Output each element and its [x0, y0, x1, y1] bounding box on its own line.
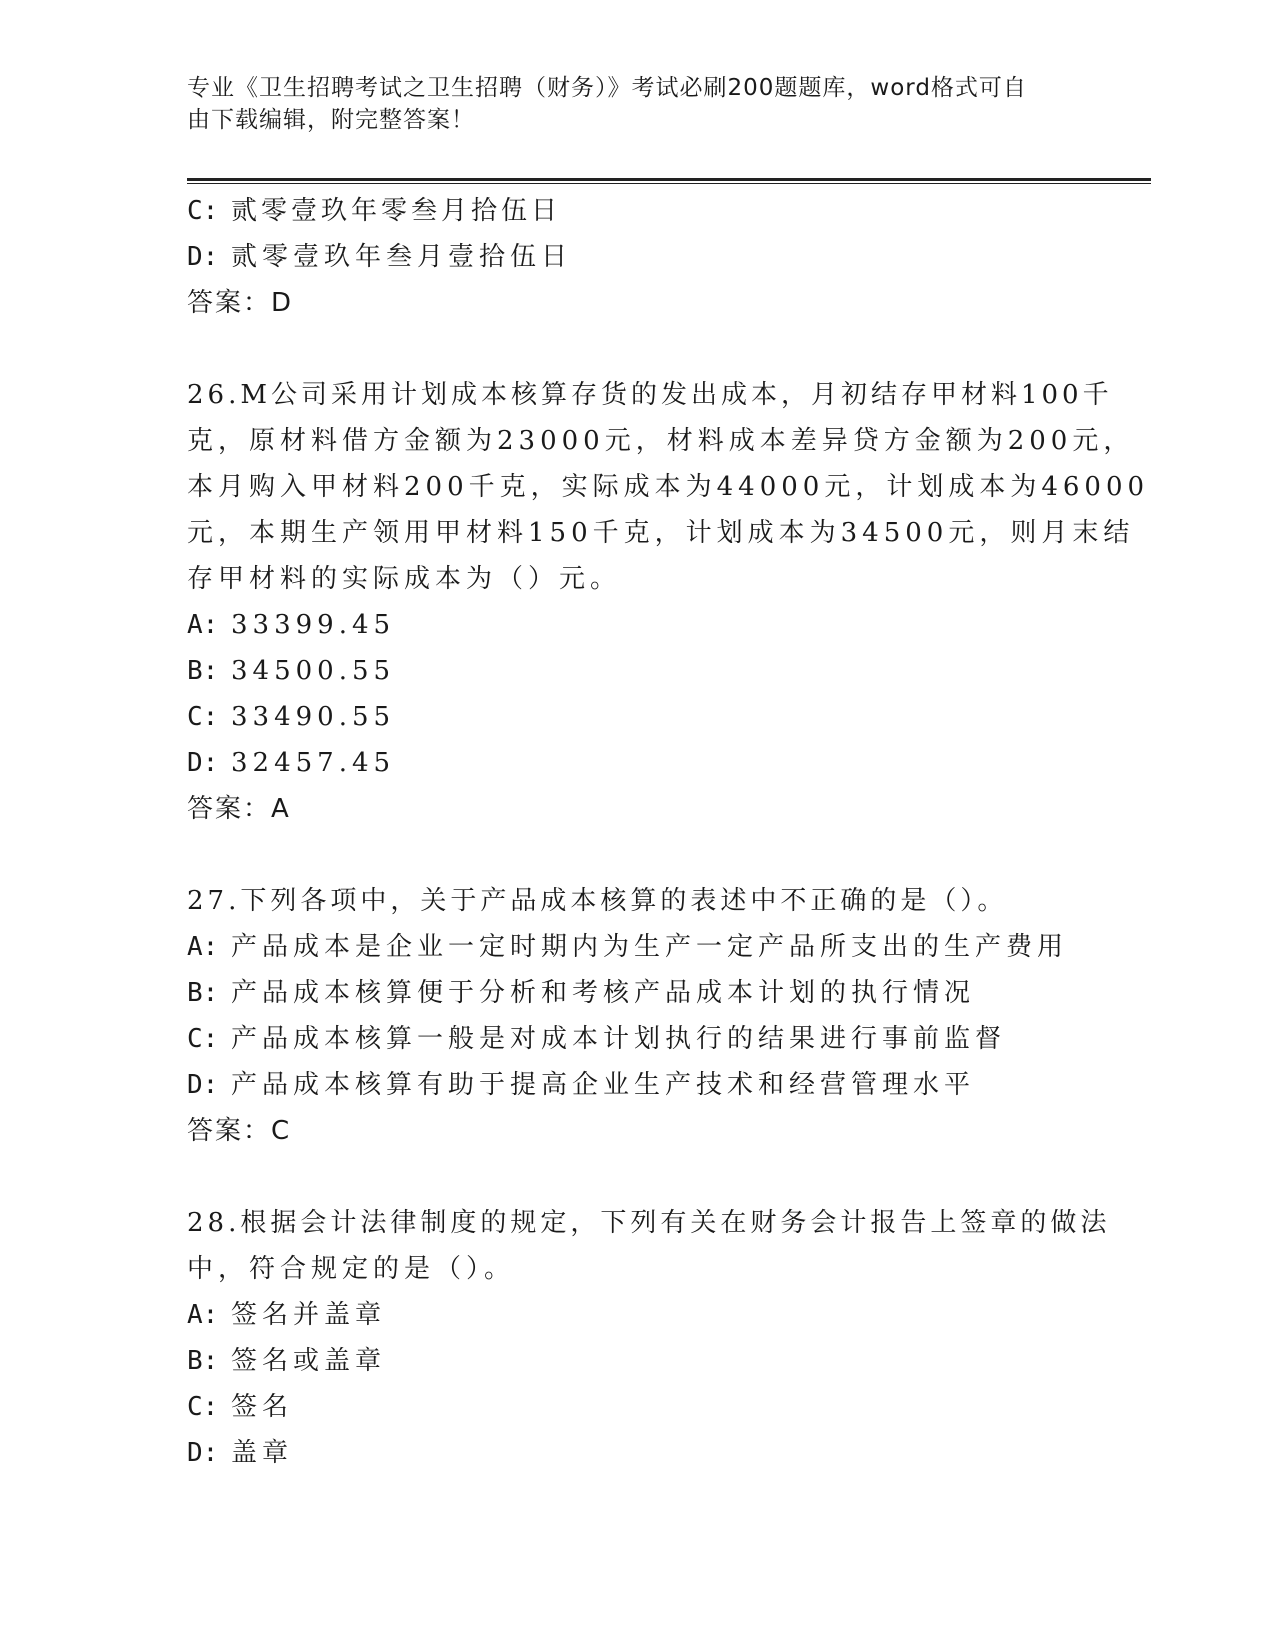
option-d: D: 盖章	[187, 1438, 294, 1468]
option-b: B: 签名或盖章	[187, 1346, 387, 1376]
option-b: B: 产品成本核算便于分析和考核产品成本计划的执行情况	[187, 978, 976, 1008]
option-c: C: 贰零壹玖年零叁月拾伍日	[187, 196, 562, 226]
question-stem-line: 元，本期生产领用甲材料150千克，计划成本为34500元，则月末结	[187, 518, 1135, 548]
question-stem-line: 本月购入甲材料200千克，实际成本为44000元，计划成本为46000	[187, 472, 1150, 502]
option-c: C: 产品成本核算一般是对成本计划执行的结果进行事前监督	[187, 1024, 1007, 1054]
question-stem-line: 克，原材料借方金额为23000元，材料成本差异贷方金额为200元，	[187, 426, 1135, 456]
question-25-tail	[187, 188, 1087, 326]
option-d: D: 32457.45	[187, 748, 396, 778]
option-a: A: 签名并盖章	[187, 1300, 387, 1330]
header-line-1: 专业《卫生招聘考试之卫生招聘（财务）》考试必刷200题题库，word格式可自	[187, 75, 1027, 101]
spacer	[187, 326, 1087, 372]
header-rule-thin	[187, 183, 1151, 184]
option-a: A: 产品成本是企业一定时期内为生产一定产品所支出的生产费用	[187, 932, 1069, 962]
answer-line: 答案：A	[187, 794, 291, 824]
option-d: D: 贰零壹玖年叁月壹拾伍日	[187, 242, 573, 272]
option-c: C: 33490.55	[187, 702, 396, 732]
question-stem-line: 26.M公司采用计划成本核算存货的发出成本，月初结存甲材料100千	[187, 380, 1113, 410]
option-a: A: 33399.45	[187, 610, 396, 640]
option-b: B: 34500.55	[187, 656, 396, 686]
page-header	[187, 72, 1067, 136]
answer-line: 答案：C	[187, 1116, 292, 1146]
question-stem-line: 中，符合规定的是（）。	[187, 1254, 516, 1284]
header-rule-thick	[187, 178, 1151, 181]
question-stem-line: 27.下列各项中，关于产品成本核算的表述中不正确的是（）。	[187, 886, 1008, 916]
question-stem-line: 存甲材料的实际成本为（）元。	[187, 564, 622, 594]
question-stem-line: 28.根据会计法律制度的规定，下列有关在财务会计报告上签章的做法	[187, 1208, 1111, 1238]
spacer	[187, 1154, 1087, 1200]
document-body	[187, 188, 1150, 1476]
option-c: C: 签名	[187, 1392, 294, 1422]
question-27	[187, 878, 1087, 1154]
answer-line: 答案：D	[187, 288, 294, 318]
question-26	[187, 372, 1150, 832]
spacer	[187, 832, 1087, 878]
option-d: D: 产品成本核算有助于提高企业生产技术和经营管理水平	[187, 1070, 976, 1100]
question-28	[187, 1200, 1111, 1476]
header-line-2: 由下载编辑，附完整答案！	[187, 107, 475, 133]
